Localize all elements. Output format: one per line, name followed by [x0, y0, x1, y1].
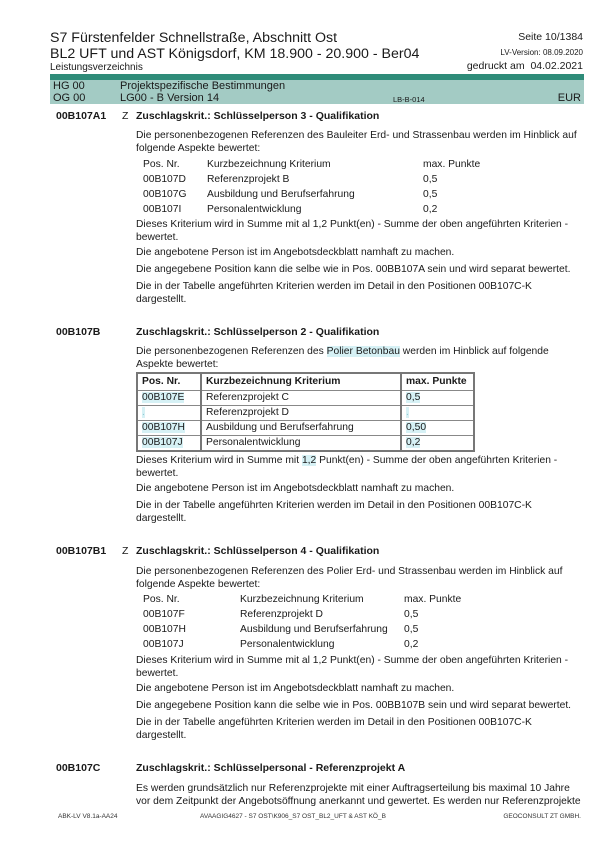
intro-text-end: werden im Hinblick auf folgende Aspekte bewertet:: [136, 346, 549, 370]
og-label: LG00 - B Version 14: [120, 92, 220, 104]
table-cell: [401, 436, 474, 452]
highlighted-role: Polier Betonbau: [326, 346, 400, 357]
sum-text-start: Dieses Kriterium wird in Summe mit: [136, 455, 302, 466]
table-header-cell: Pos. Nr.: [143, 159, 180, 170]
table-cell: 0,2: [423, 204, 438, 215]
paragraph: Die angegebene Position kann die selbe wie in Pos. 00BB107B sein und wird separat bewertet.: [136, 700, 572, 711]
table-cell: 0,5: [423, 174, 438, 185]
table-cell: Ausbildung und Berufserfahrung: [240, 624, 388, 635]
highlighted-field: .: [406, 407, 409, 418]
criteria-table: [143, 157, 480, 217]
table-header-cell: Kurzbezeichnung Kriterium: [201, 373, 401, 391]
table-cell: 0,5: [404, 624, 419, 635]
table-row: [143, 172, 480, 187]
position-marker: Z: [122, 545, 129, 557]
printed-date: [467, 60, 583, 72]
position-title: Zuschlagskrit.: Schlüsselpersonal - Referenzprojekt A: [136, 762, 406, 774]
highlighted-field: 0,50: [406, 422, 427, 433]
table-cell: 00B107G: [143, 189, 187, 200]
table-cell: Referenzprojekt D: [201, 406, 401, 421]
position-marker: Z: [122, 110, 129, 122]
table-cell: 0,2: [404, 639, 419, 650]
highlighted-field: 0,5: [406, 392, 421, 403]
table-header-row: [143, 157, 480, 172]
position-number: 00B107A1: [56, 110, 107, 122]
paragraph: Die angebotene Person ist im Angebotsdeckblatt namhaft zu machen.: [136, 683, 455, 694]
paragraph: Die angegebene Position kann die selbe wie in Pos. 00BB107A sein und wird separat bewertet.: [136, 264, 571, 275]
document-title-line-1: S7 Fürstenfelder Schnellstraße, Abschnitt Ost: [50, 30, 338, 46]
table-header-row: [137, 373, 474, 391]
table-cell: [401, 406, 474, 421]
table-row: [143, 202, 480, 217]
table-header-cell: Kurzbezeichnung Kriterium: [207, 159, 331, 170]
paragraph: Die in der Tabelle angeführten Kriterien werden im Detail in den Positionen 00B107C-K dargestellt.: [136, 281, 532, 305]
table-row: [137, 436, 474, 452]
position-number: 00B107C: [56, 762, 101, 774]
table-cell: [401, 421, 474, 436]
highlighted-field: 00B107H: [142, 422, 185, 433]
table-cell: 0,5: [423, 189, 438, 200]
hg-label: Projektspezifische Bestimmungen: [120, 80, 286, 92]
table-header-cell: max. Punkte: [423, 159, 481, 170]
table-cell: Referenzprojekt C: [201, 391, 401, 406]
paragraph: Die angebotene Person ist im Angebotsdeckblatt namhaft zu machen.: [136, 247, 455, 258]
paragraph: Die in der Tabelle angeführten Kriterien werden im Detail in den Positionen 00B107C-K dargestellt.: [136, 500, 532, 524]
paragraph: Dieses Kriterium wird in Summe mit al 1,2 Punkt(en) - Summe der oben angeführten Kriterien - bewertet.: [136, 655, 569, 679]
highlighted-field: .: [142, 407, 145, 418]
intro-text: Die personenbezogenen Referenzen des Bauleiter Erd- und Strassenbau werden im Hinblick auf folgende Aspekte bewertet:: [136, 130, 577, 154]
document-subtitle: Leistungsverzeichnis: [50, 62, 143, 73]
table-row: [143, 622, 461, 637]
highlighted-field: 00B107J: [142, 437, 183, 448]
highlighted-field: 0,2: [406, 437, 421, 448]
printed-label: gedruckt am: [466, 60, 525, 72]
intro-text-start: Die personenbezogenen Referenzen des: [136, 346, 327, 357]
page-number: Seite 10/1384: [518, 31, 583, 43]
og-code: OG 00: [53, 92, 86, 104]
highlighted-field: 00B107E: [142, 392, 185, 403]
table-cell: Ausbildung und Berufserfahrung: [207, 189, 355, 200]
document-title-line-2: BL2 UFT und AST Königsdorf, KM 18.900 - 20.900 - Ber04: [50, 46, 420, 62]
table-row: [137, 406, 474, 421]
table-header-row: [143, 592, 461, 607]
table-cell: [137, 391, 201, 406]
table-cell: 00B107I: [143, 204, 182, 215]
table-row: [143, 637, 461, 652]
table-row: [137, 421, 474, 436]
table-header-cell: Kurzbezeichnung Kriterium: [240, 594, 364, 605]
table-cell: [137, 421, 201, 436]
table-cell: [137, 436, 201, 452]
table-cell: [401, 391, 474, 406]
sum-paragraph: [136, 455, 581, 480]
header-band: [50, 80, 584, 104]
table-row: [137, 391, 474, 406]
table-row: [143, 187, 480, 202]
table-cell: 00B107J: [143, 639, 184, 650]
intro-text: [136, 346, 581, 371]
criteria-table: [143, 592, 461, 652]
footer-left: ABK-LV V8.1a-AA24: [58, 813, 118, 820]
table-cell: 00B107D: [143, 174, 186, 185]
table-cell: [137, 406, 201, 421]
table-cell: Referenzprojekt D: [240, 609, 323, 620]
table-cell: Personalentwicklung: [240, 639, 335, 650]
table-header-cell: max. Punkte: [401, 373, 474, 391]
table-header-cell: Pos. Nr.: [143, 594, 180, 605]
table-cell: Ausbildung und Berufserfahrung: [201, 421, 401, 436]
position-title: Zuschlagskrit.: Schlüsselperson 4 - Qualifikation: [136, 545, 380, 557]
table-cell: Personalentwicklung: [201, 436, 401, 452]
table-header-cell: max. Punkte: [404, 594, 462, 605]
criteria-grid-table: [136, 372, 475, 452]
table-cell: 00B107F: [143, 609, 185, 620]
position-title: Zuschlagskrit.: Schlüsselperson 2 - Qualifikation: [136, 326, 380, 338]
table-header-cell: Pos. Nr.: [137, 373, 201, 391]
paragraph: Dieses Kriterium wird in Summe mit al 1,2 Punkt(en) - Summe der oben angeführten Kriterien - bewertet.: [136, 219, 569, 243]
position-number: 00B107B1: [56, 545, 107, 557]
table-cell: Personalentwicklung: [207, 204, 302, 215]
currency: EUR: [557, 92, 581, 104]
lv-version: LV-Version: 08.09.2020: [500, 48, 583, 57]
footer-right: GEOCONSULT ZT GMBH.: [503, 813, 581, 820]
intro-text: Die personenbezogenen Referenzen des Polier Erd- und Strassenbau werden im Hinblick auf folgende Aspekte bewertet:: [136, 566, 563, 590]
table-cell: 0,5: [404, 609, 419, 620]
hg-code: HG 00: [53, 80, 85, 92]
footer-center: AVAAGIG4627 - S7 OST\K906_S7 OST_BL2_UFT & AST KÖ_B: [200, 813, 386, 820]
table-row: [143, 607, 461, 622]
sum-text-end: Punkt(en) - Summe der oben angeführten Kriterien - bewertet.: [136, 455, 558, 479]
table-cell: 00B107H: [143, 624, 186, 635]
paragraph: Die angebotene Person ist im Angebotsdeckblatt namhaft zu machen.: [136, 483, 455, 494]
paragraph: Die in der Tabelle angeführten Kriterien werden im Detail in den Positionen 00B107C-K dargestellt.: [136, 717, 532, 741]
paragraph: Es werden grundsätzlich nur Referenzprojekte mit einer Auftragserteilung bis maximal 10 Jahre vor dem Zeitpunkt der Angebotsöffnung anerkannt und gewertet. Es werden nur Referenzprojekte: [136, 783, 581, 807]
table-cell: Referenzprojekt B: [207, 174, 290, 185]
position-title: Zuschlagskrit.: Schlüsselperson 3 - Qualifikation: [136, 110, 380, 122]
highlighted-sum: 1,2: [301, 455, 317, 466]
printed-date-value: 04.02.2021: [530, 60, 583, 72]
lb-code: LB-B-014: [393, 95, 425, 104]
position-number: 00B107B: [56, 326, 101, 338]
